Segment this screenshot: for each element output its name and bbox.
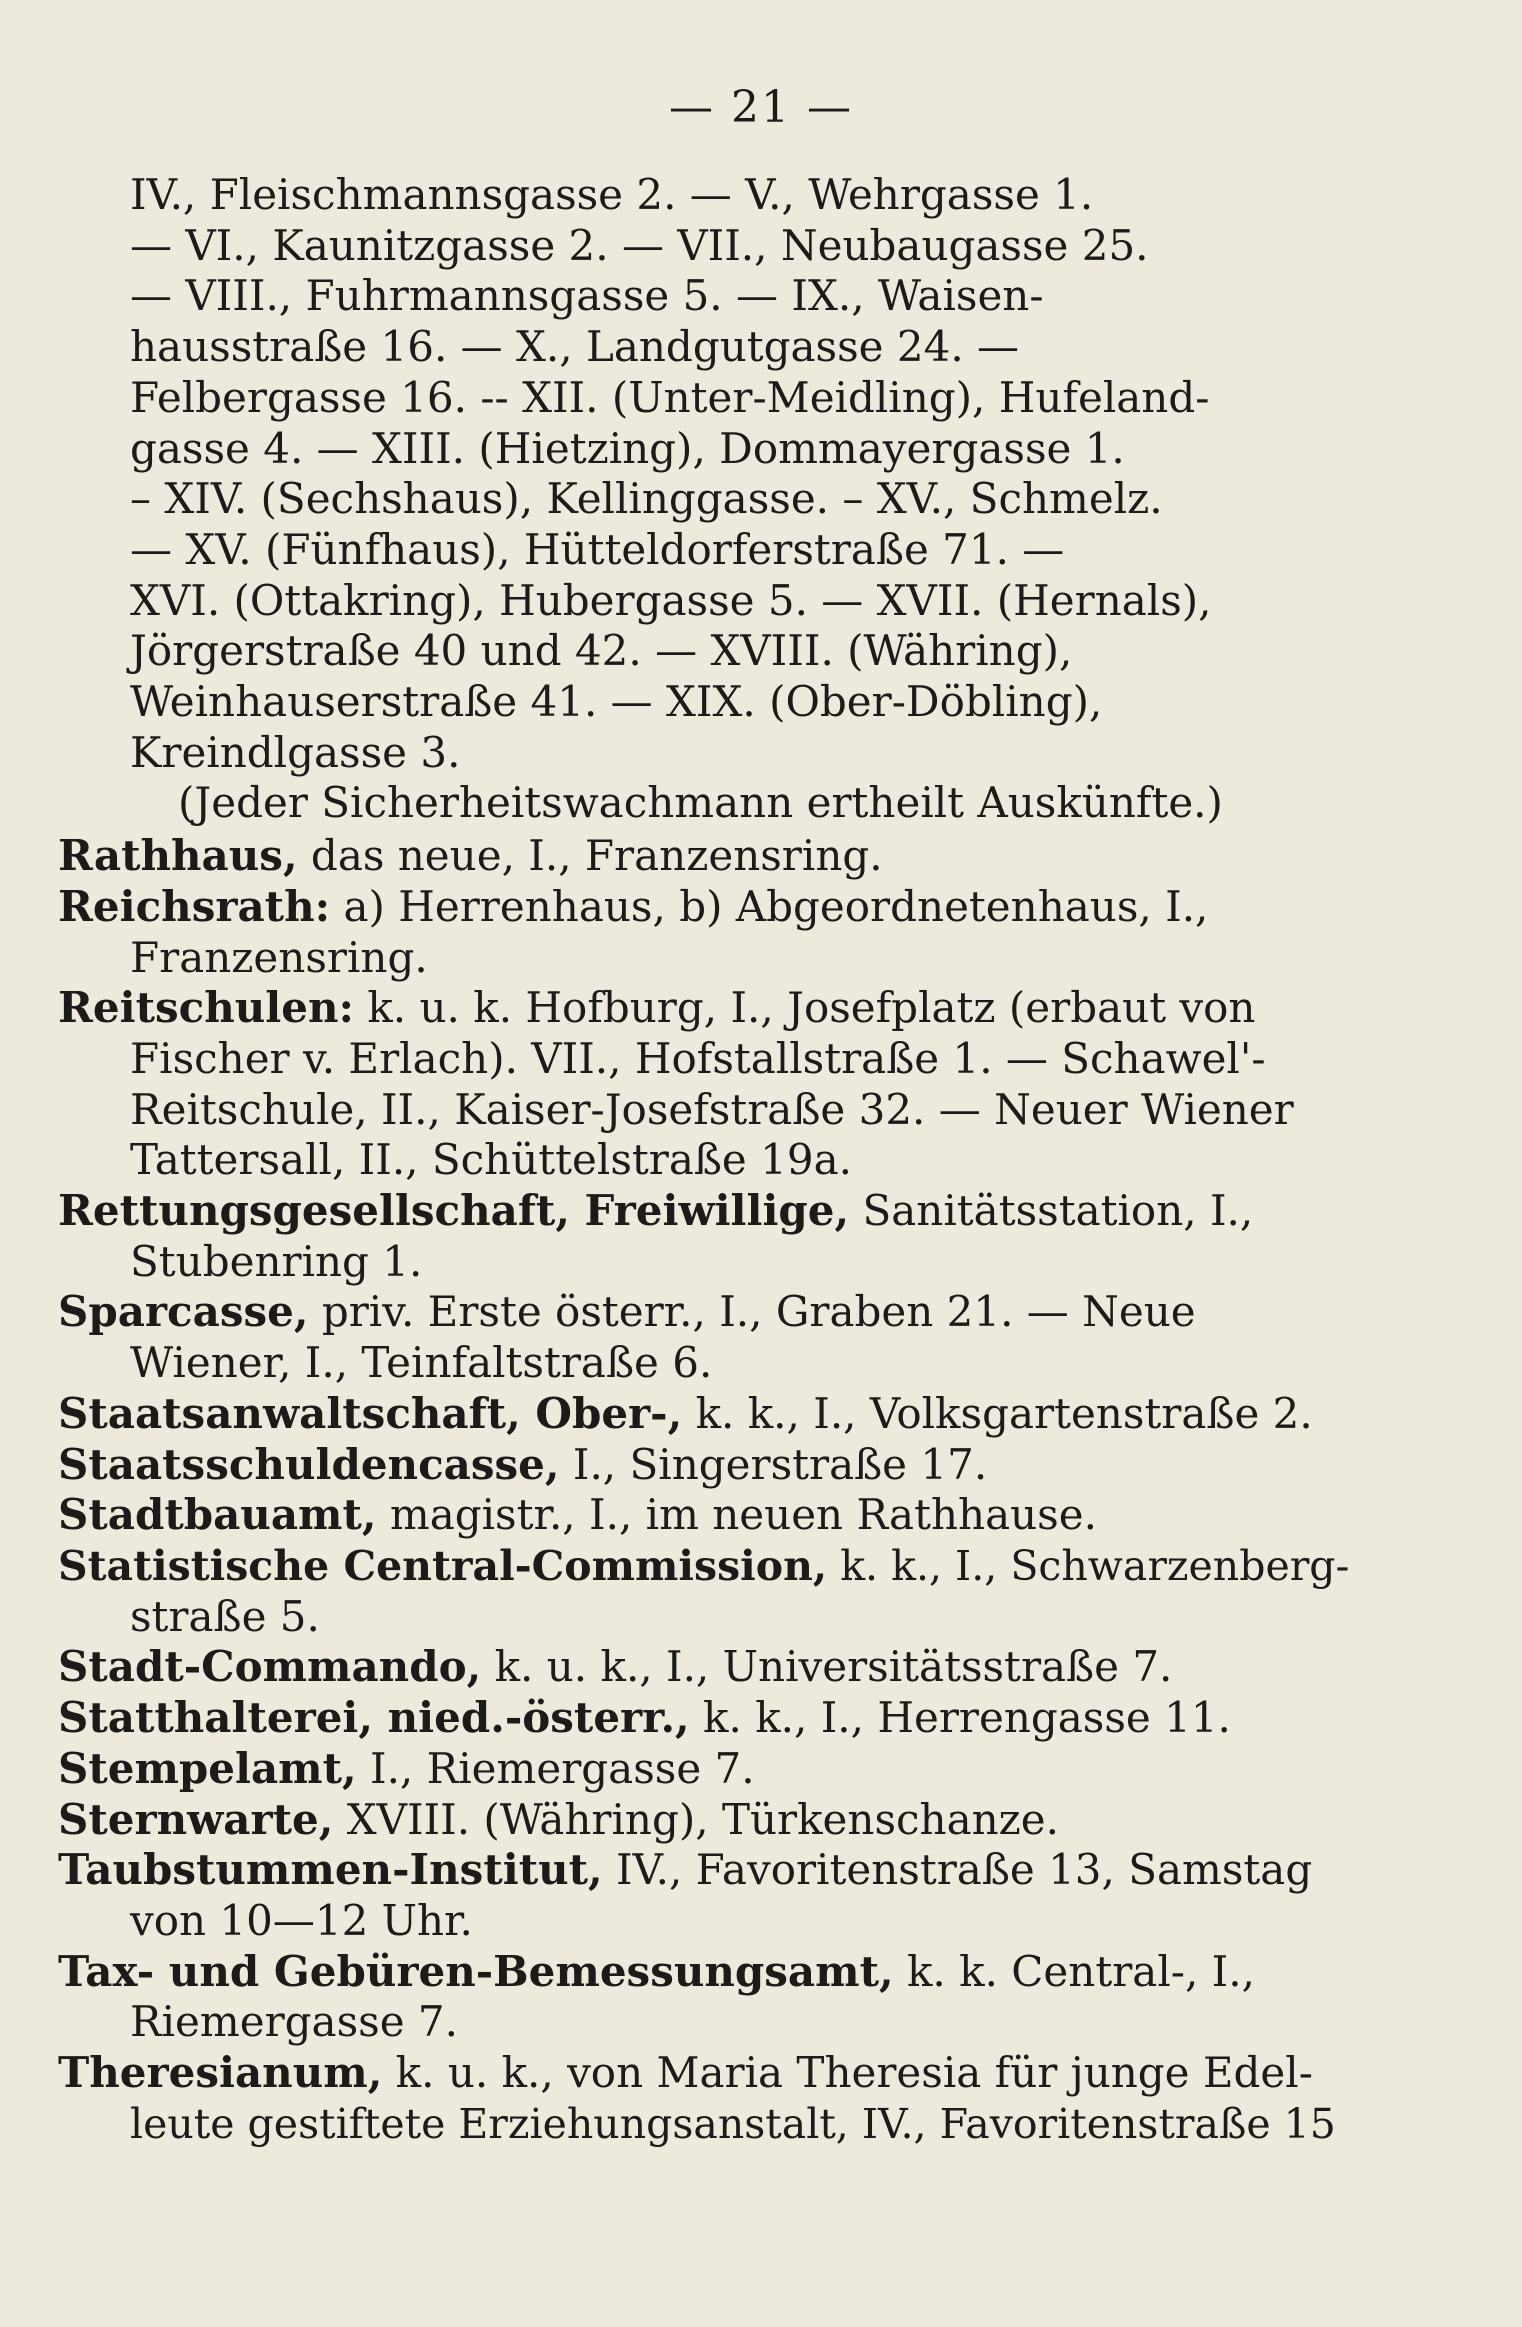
entry-headword: Statthalterei, nied.-österr., [58, 1693, 690, 1743]
entry-headword: Reichsrath: [58, 881, 331, 931]
intro-line: hausstraße 16. — X., Landgutgasse 24. — [130, 322, 1020, 372]
entry-first-line [58, 1795, 1358, 1846]
entry-first-line [58, 1541, 1358, 1592]
entry-headword: Taubstummen-Institut, [58, 1845, 603, 1895]
entry-continuation-line [130, 1034, 1358, 1085]
entry-text: k. u. k., I., Universitätsstraße 7. [481, 1642, 1173, 1692]
entry-first-line [58, 1947, 1358, 1998]
entry-first-line [58, 1642, 1358, 1693]
directory-entry [58, 1389, 1358, 1440]
entry-first-line [58, 983, 1358, 1034]
entry-text: I., Riemergasse 7. [356, 1743, 755, 1793]
intro-line: IV., Fleischmannsgasse 2. — V., Wehrgasse 1. [130, 170, 1094, 219]
entry-first-line [58, 1389, 1358, 1440]
entry-continuation-line [130, 1085, 1358, 1136]
intro-line: — VIII., Fuhrmannsgasse 5. — IX., Waisen- [130, 271, 1044, 321]
entry-headword: Sparcasse, [58, 1287, 309, 1337]
entry-text: von 10—12 Uhr. [130, 1895, 473, 1945]
entry-first-line [58, 1186, 1358, 1237]
directory-entry [58, 1642, 1358, 1693]
entry-headword: Stempelamt, [58, 1743, 357, 1793]
entry-text: straße 5. [130, 1591, 320, 1641]
entry-headword: Stadtbauamt, [58, 1490, 377, 1540]
entry-continuation-line [130, 933, 1358, 984]
entry-continuation-line [130, 1896, 1358, 1947]
entry-headword: Theresianum, [58, 2048, 383, 2098]
directory-entry [58, 1744, 1358, 1795]
entry-text: a) Herrenhaus, b) Abgeordnetenhaus, I., [330, 881, 1209, 931]
entry-text: Fischer v. Erlach). VII., Hofstallstraße 1. — Schawel'- [130, 1033, 1266, 1083]
entry-continuation-line [130, 1997, 1358, 2048]
intro-line: gasse 4. — XIII. (Hietzing), Dommayergasse 1. [130, 423, 1125, 473]
intro-line: Kreindlgasse 3. [130, 727, 461, 777]
entry-headword: Tax- und Gebüren-Bemessungsamt, [58, 1946, 894, 1996]
entry-text: Tattersall, II., Schüttelstraße 19a. [130, 1135, 852, 1185]
entry-text: Sanitätsstation, I., [849, 1186, 1254, 1236]
intro-note: (Jeder Sicherheitswachmann ertheilt Auskünfte.) [178, 778, 1223, 828]
entry-first-line [58, 1845, 1358, 1896]
entry-continuation-line [130, 1592, 1358, 1643]
intro-line: — XV. (Fünfhaus), Hütteldorferstraße 71. — [130, 524, 1065, 574]
directory-entry [58, 1186, 1358, 1287]
directory-entry [58, 1795, 1358, 1846]
entry-headword: Statistische Central-Commission, [58, 1541, 828, 1590]
entry-text: k. k. Central-, I., [893, 1946, 1255, 1996]
intro-line: — VI., Kaunitzgasse 2. — VII., Neubaugasse 25. [130, 220, 1149, 270]
entry-text: I., Singerstraße 17. [559, 1439, 988, 1489]
entry-text: priv. Erste österr., I., Graben 21. — Neue [308, 1287, 1196, 1337]
entry-text: das neue, I., Franzensring. [297, 831, 883, 881]
entry-text: XVIII. (Währing), Türkenschanze. [333, 1794, 1059, 1844]
directory-entries [58, 831, 1358, 2149]
intro-line: – XIV. (Sechshaus), Kellinggasse. – XV., Schmelz. [130, 474, 1163, 524]
entry-text: k. k., I., Volksgartenstraße 2. [682, 1388, 1313, 1438]
entry-text: magistr., I., im neuen Rathhause. [376, 1490, 1097, 1540]
entry-text: k. u. k. Hofburg, I., Josefplatz (erbaut von [354, 983, 1256, 1033]
intro-line: Felbergasse 16. -- XII. (Unter-Meidling), Hufeland- [130, 372, 1210, 422]
entry-headword: Staatsanwaltschaft, Ober-, [58, 1388, 683, 1438]
entry-first-line [58, 1440, 1358, 1491]
directory-entry [58, 1947, 1358, 2048]
intro-line: XVI. (Ottakring), Hubergasse 5. — XVII. (Hernals), [130, 575, 1212, 625]
entry-continuation-line [130, 1135, 1358, 1186]
directory-entry [58, 1541, 1358, 1642]
entry-first-line [58, 1287, 1358, 1338]
directory-entry [58, 2048, 1358, 2149]
entry-first-line [58, 2048, 1358, 2099]
entry-headword: Reitschulen: [58, 983, 354, 1033]
directory-entry [58, 1287, 1358, 1388]
entry-text: k. k., I., Schwarzenberg- [827, 1541, 1350, 1590]
entry-continuation-line [130, 1338, 1358, 1389]
intro-line: Weinhauserstraße 41. — XIX. (Ober-Döbling), [130, 677, 1103, 727]
entry-headword: Staatsschuldencasse, [58, 1439, 560, 1489]
entry-text: Stubenring 1. [130, 1236, 423, 1286]
intro-line: Jörgerstraße 40 und 42. — XVIII. (Währing), [130, 626, 1073, 676]
entry-headword: Rathhaus, [58, 831, 298, 881]
entry-text: k. k., I., Herrengasse 11. [689, 1693, 1231, 1743]
entry-headword: Sternwarte, [58, 1794, 334, 1844]
entry-headword: Rettungsgesellschaft, Freiwillige, [58, 1186, 850, 1236]
entry-first-line [58, 1744, 1358, 1795]
directory-entry [58, 1440, 1358, 1491]
entry-text: Wiener, I., Teinfaltstraße 6. [130, 1338, 713, 1388]
directory-entry [58, 1693, 1358, 1744]
entry-text: Reitschule, II., Kaiser-Josefstraße 32. — Neuer Wiener [130, 1084, 1294, 1134]
entry-text: leute gestiftete Erziehungsanstalt, IV., Favoritenstraße 15 [130, 2099, 1336, 2148]
police-stations-listing [58, 170, 1358, 829]
entry-continuation-line [130, 1237, 1358, 1288]
page-number: — 21 — [669, 82, 853, 133]
entry-first-line [58, 1693, 1358, 1744]
entry-text: Riemergasse 7. [130, 1997, 458, 2047]
directory-entry [58, 983, 1358, 1186]
directory-entry [58, 882, 1358, 983]
directory-entry [58, 1845, 1358, 1946]
entry-first-line [58, 882, 1358, 933]
entry-text: Franzensring. [130, 932, 428, 982]
entry-continuation-line [130, 2099, 1358, 2150]
entry-text: k. u. k., von Maria Theresia für junge Edel- [382, 2048, 1313, 2098]
directory-entry [58, 1490, 1358, 1541]
entry-text: IV., Favoritenstraße 13, Samstag [602, 1845, 1313, 1895]
entry-first-line [58, 831, 1358, 882]
page-content [58, 170, 1358, 2149]
directory-entry [58, 831, 1358, 882]
entry-first-line [58, 1490, 1358, 1541]
entry-headword: Stadt-Commando, [58, 1642, 482, 1692]
